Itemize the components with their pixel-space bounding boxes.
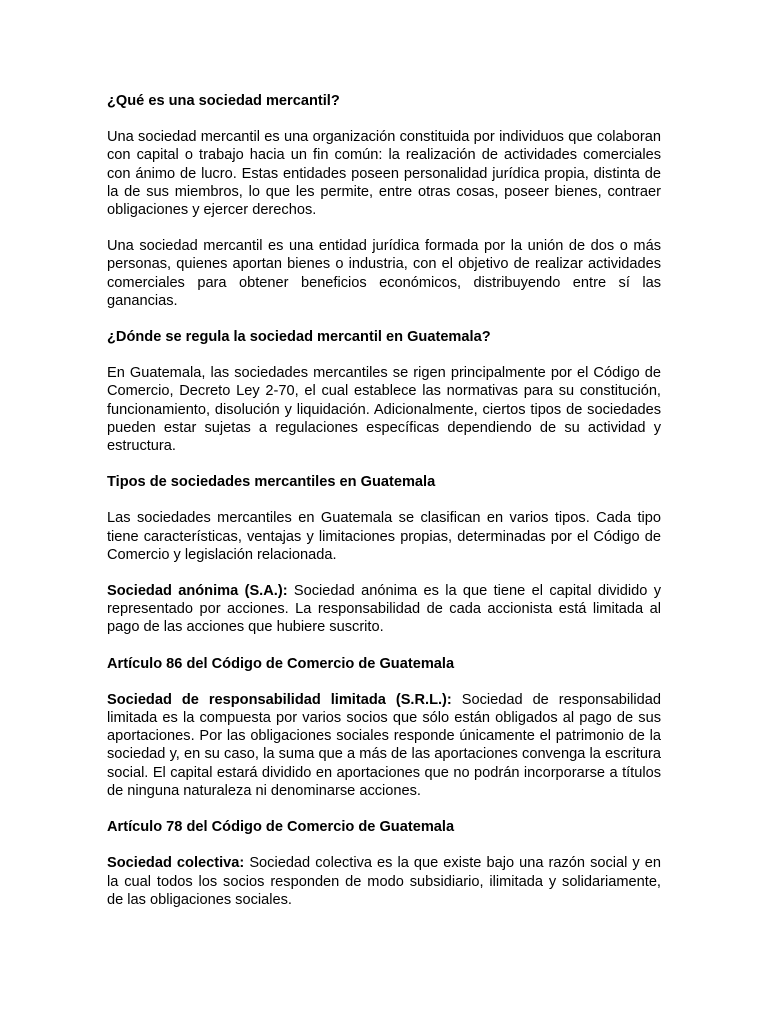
- heading-donde-se-regula: ¿Dónde se regula la sociedad mercantil en Guatemala?: [107, 329, 491, 346]
- heading-tipos: Tipos de sociedades mercantiles en Guatemala: [107, 474, 436, 491]
- document-page: [107, 92, 661, 927]
- text-sociedad-colectiva: Sociedad colectiva es la que existe bajo una razón social y en la cual todos los socios responden de modo subsidiario, ilimitada y solidariamente, de las obligaciones sociales.: [107, 855, 661, 908]
- paragraph-regulacion: En Guatemala, las sociedades mercantiles se rigen principalmente por el Código de Comercio, Decreto Ley 2-70, el cual establece las normativas para su constitución, funcionamiento, disolución y liquidación. Adicionalmente, ciertos tipos de sociedades pueden estar sujetas a regulaciones específicas dependiendo de su actividad y estructura.: [107, 365, 661, 455]
- heading-que-es: ¿Qué es una sociedad mercantil?: [107, 93, 340, 109]
- paragraph-sociedad-responsabilidad-limitada: [107, 691, 661, 800]
- paragraph-sociedad-anonima: [107, 582, 661, 637]
- paragraph-definicion-1: Una sociedad mercantil es una organización constituida por individuos que colaboran con capital o trabajo hacia un fin común: la realización de actividades comerciales con ánimo de lucro. Estas entidades poseen personalidad jurídica propia, distinta de la de sus miembros, lo que les permite, entre otras cosas, poseer bienes, contraer obligaciones y ejercer derechos.: [107, 129, 661, 219]
- paragraph-sociedad-colectiva: [107, 854, 661, 909]
- paragraph-definicion-2: Una sociedad mercantil es una entidad jurídica formada por la unión de dos o más personas, quienes aportan bienes o industria, con el objetivo de realizar actividades comerciales para obtener beneficios económicos, distribuyendo entre sí las ganancias.: [107, 238, 661, 309]
- paragraph-tipos: Las sociedades mercantiles en Guatemala se clasifican en varios tipos. Cada tipo tiene características, ventajas y limitaciones propias, determinadas por el Código de Comercio y legislación relacionada.: [107, 510, 661, 563]
- term-sociedad-colectiva: Sociedad colectiva:: [107, 855, 245, 872]
- heading-articulo-86: Artículo 86 del Código de Comercio de Guatemala: [107, 655, 455, 672]
- term-sociedad-anonima: Sociedad anónima (S.A.):: [107, 583, 288, 600]
- term-srl: Sociedad de responsabilidad limitada (S.R.L.):: [107, 691, 452, 708]
- heading-articulo-78: Artículo 78 del Código de Comercio de Guatemala: [107, 819, 455, 836]
- text-sociedad-anonima: Sociedad anónima es la que tiene el capital dividido y representado por acciones. La responsabilidad de cada accionista está limitada al pago de las acciones que hubiere suscrito.: [107, 583, 661, 636]
- text-srl: Sociedad de responsabilidad limitada es la compuesta por varios socios que sólo están obligados al pago de sus aportaciones. Por las obligaciones sociales responde únicamente el patrimonio de la sociedad y, en su caso, la suma que a más de las aportaciones convenga la escritura social. El capital estará dividido en aportaciones que no podrán incorporarse a títulos de ninguna naturaleza ni denominarse acciones.: [107, 691, 661, 799]
